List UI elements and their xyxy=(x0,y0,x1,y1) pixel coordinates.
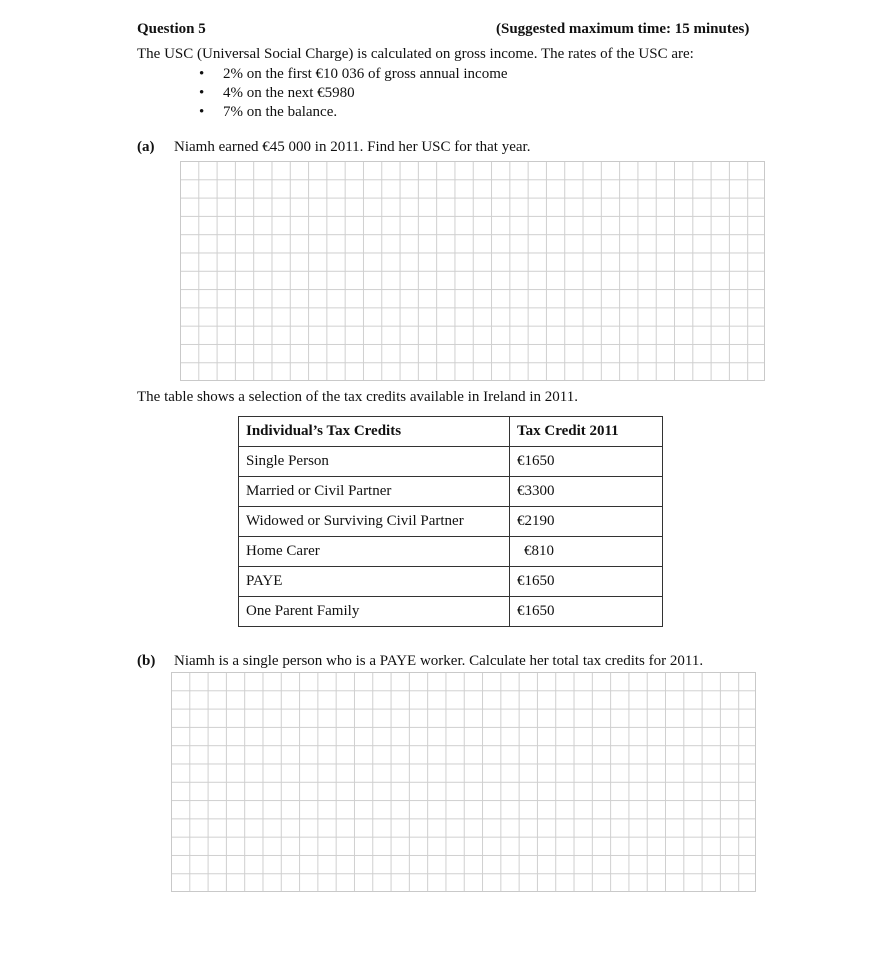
table-row xyxy=(239,507,663,537)
table-row xyxy=(239,597,663,627)
question-intro: The USC (Universal Social Charge) is calculated on gross income. The rates of the USC are: xyxy=(137,46,694,62)
answer-grid-a[interactable] xyxy=(180,161,765,381)
table-cell: €3300 xyxy=(510,477,663,507)
question-title: Question 5 xyxy=(137,21,206,37)
table-row xyxy=(239,447,663,477)
table-cell: Single Person xyxy=(239,447,510,477)
part-b-label: (b) xyxy=(137,653,156,669)
table-cell: One Parent Family xyxy=(239,597,510,627)
table-cell: PAYE xyxy=(239,567,510,597)
tax-credits-table xyxy=(238,416,663,627)
table-cell: €1650 xyxy=(510,447,663,477)
answer-grid-b[interactable] xyxy=(171,672,756,892)
table-cell: Married or Civil Partner xyxy=(239,477,510,507)
table-cell: Widowed or Surviving Civil Partner xyxy=(239,507,510,537)
table-cell: €810 xyxy=(510,537,663,567)
table-row xyxy=(239,537,663,567)
table-header-row xyxy=(239,417,663,447)
time-note: (Suggested maximum time: 15 minutes) xyxy=(496,21,750,37)
table-cell: €1650 xyxy=(510,597,663,627)
table-cell: Home Carer xyxy=(239,537,510,567)
part-a-label: (a) xyxy=(137,139,155,155)
usc-rates-list xyxy=(199,65,508,122)
usc-rate-item: • 7% on the balance. xyxy=(199,103,508,122)
column-header: Tax Credit 2011 xyxy=(510,417,663,447)
part-b-text: Niamh is a single person who is a PAYE worker. Calculate her total tax credits for 2011. xyxy=(174,653,704,669)
table-row xyxy=(239,567,663,597)
column-header: Individual’s Tax Credits xyxy=(239,417,510,447)
table-intro: The table shows a selection of the tax credits available in Ireland in 2011. xyxy=(137,389,578,405)
table-cell: €2190 xyxy=(510,507,663,537)
table-cell: €1650 xyxy=(510,567,663,597)
usc-rate-item: • 2% on the first €10 036 of gross annual income xyxy=(199,65,508,84)
part-a-text: Niamh earned €45 000 in 2011. Find her USC for that year. xyxy=(174,139,531,155)
usc-rate-item: • 4% on the next €5980 xyxy=(199,84,508,103)
table-row xyxy=(239,477,663,507)
